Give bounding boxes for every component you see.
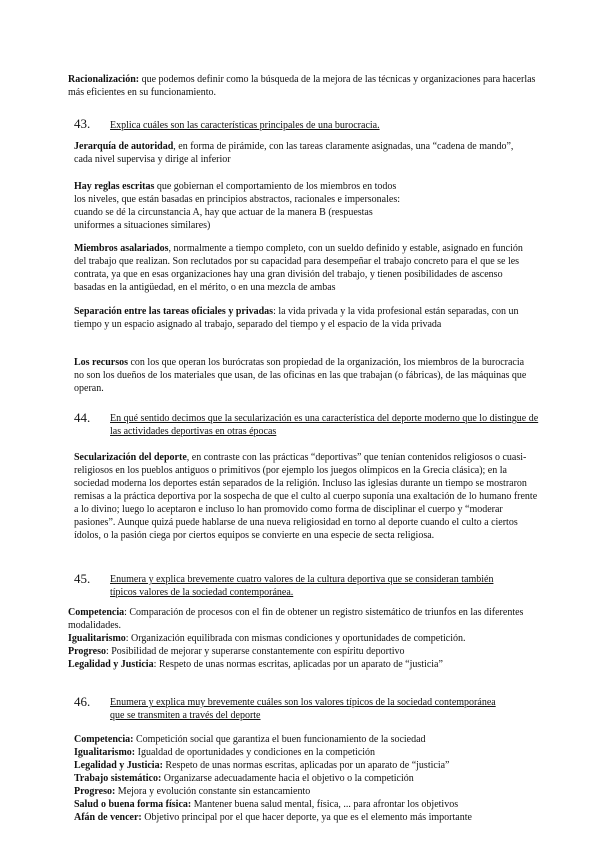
q46-item-6-term: Salud o buena forma física: (74, 799, 192, 810)
q46-item-3-term: Legalidad y Justicia: (74, 760, 163, 771)
q46-item-1-text: Competición social que garantiza el buen funcionamiento de la sociedad (133, 734, 426, 745)
question-45-number: 45. (74, 571, 91, 586)
q45-item-4 (68, 658, 540, 671)
q46-item-7-text: Objetivo principal por el que hacer deporte, ya que es el elemento más importante (141, 812, 472, 823)
q46-answers (74, 733, 540, 824)
q45-answers (68, 606, 540, 671)
q46-item-1 (74, 733, 540, 746)
q46-item-7-term: Afán de vencer: (74, 812, 142, 823)
q46-item-1-term: Competencia: (74, 734, 134, 745)
intro-text: que podemos definir como la búsqueda de la mejora de las técnicas y organizaciones para hacerlas más eficientes en su funcionamiento. (68, 74, 536, 98)
q43-item-2 (74, 180, 404, 232)
question-43-title: Explica cuáles son las características principales de una burocracia. (110, 120, 380, 131)
q46-item-7 (74, 811, 540, 824)
q45-item-1 (68, 606, 540, 632)
q45-item-3-term: Progreso (68, 646, 106, 657)
q44-answer (74, 451, 538, 542)
question-44-title: En qué sentido decimos que la secularización es una característica del deporte moderno que lo distingue de las actividades deportivas en otras épocas (110, 413, 539, 437)
q43-item-4-term: Separación entre las tareas oficiales y privadas (74, 306, 274, 317)
q46-item-2-text: Igualdad de oportunidades y condiciones en la competición (135, 747, 376, 758)
q43-item-2-text: que gobiernan el comportamiento de los miembros en todos los niveles, que están basadas en principios abstractos, racionales e impersonales: cuando se dé la circunstancia A, hay que actuar de la manera B (respuestas uniformes a situaciones similares) (74, 181, 401, 231)
q45-item-3 (68, 645, 540, 658)
question-46-title: Enumera y explica muy brevemente cuáles son los valores típicos de la sociedad contemporánea que se transmiten a través del deporte (110, 697, 496, 721)
q44-text: , en contraste con las prácticas “deportivas” que tenían contenidos religiosos o cuasi-religiosos en los pueblos antiguos o primitivos (por ejemplo los juegos olímpicos en la Grecia clásica); en la sociedad moderna los deportes están separados de la religión. Incluso las iglesias durante un tiempo se mostraron remisas a la práctica deportiva por la sospecha de que el culto al cuerpo suponía una exaltación de lo humano frente a lo divino; luego lo aceptaron e incluso lo han promovido como forma de disciplinar el cuerpo y “moderar pasiones”. Aunque quizá puede hablarse de una nueva religiosidad en torno al deporte cuando el culto a ciertos ídolos, o la pasión ciega por ciertos equipos se convierte en una especie de secta religiosa. (74, 452, 538, 541)
q43-item-1-term: Jerarquía de autoridad (74, 141, 174, 152)
question-45-title: Enumera y explica brevemente cuatro valores de la cultura deportiva que se consideran también típicos valores de la sociedad contemporánea. (110, 574, 494, 598)
q46-item-3-text: Respeto de unas normas escritas, aplicadas por un aparato de “justicia” (162, 760, 450, 771)
q43-item-1-text: , en forma de pirámide, con las tareas claramente asignadas, una “cadena de mando”, cada nivel supervisa y dirige al inferior (74, 141, 514, 165)
q45-item-2-text: : Organización equilibrada con mismas condiciones y oportunidades de competición. (125, 633, 466, 644)
q45-item-2 (68, 632, 540, 645)
q43-item-3 (74, 242, 534, 294)
q45-item-1-term: Competencia (68, 607, 125, 618)
q45-item-2-term: Igualitarismo (68, 633, 126, 644)
q46-item-2 (74, 746, 540, 759)
q45-item-4-term: Legalidad y Justicia (68, 659, 154, 670)
q45-item-1-text: : Comparación de procesos con el fin de obtener un registro sistemático de triunfos en las diferentes modalidades. (68, 607, 524, 631)
q46-item-5-text: Mejora y evolución constante sin estancamiento (115, 786, 311, 797)
q43-item-2-term: Hay reglas escritas (74, 181, 155, 192)
intro-term: Racionalización: (68, 74, 140, 85)
intro-paragraph (68, 73, 538, 99)
q43-item-5-text: con los que operan los burócratas son propiedad de la organización, los miembros de la burocracia no son los dueños de los materiales que usan, de las oficinas en las que trabajan (o fábricas), de las máquinas que operan. (74, 357, 527, 394)
q46-item-5 (74, 785, 540, 798)
q46-item-4-text: Organizarse adecuadamente hacia el objetivo o la competición (161, 773, 414, 784)
q44-term: Secularización del deporte (74, 452, 187, 463)
q46-item-2-term: Igualitarismo: (74, 747, 136, 758)
question-46-number: 46. (74, 694, 91, 709)
q43-item-5 (74, 356, 536, 395)
q43-item-4-text: : la vida privada y la vida profesional están separadas, con un tiempo y un espacio asignado al trabajo, separado del tiempo y el espacio de la vida privada (74, 306, 519, 330)
q46-item-3 (74, 759, 540, 772)
q43-item-3-term: Miembros asalariados (74, 243, 169, 254)
question-44-number: 44. (74, 410, 91, 425)
q45-item-3-text: : Posibilidad de mejorar y superarse constantemente con espíritu deportivo (105, 646, 405, 657)
q45-item-4-text: : Respeto de unas normas escritas, aplicadas por un aparato de “justicia” (153, 659, 443, 670)
q43-item-5-term: Los recursos (74, 357, 128, 368)
q46-item-5-term: Progreso: (74, 786, 116, 797)
question-43-number: 43. (74, 116, 91, 131)
q46-item-6 (74, 798, 540, 811)
q43-item-1 (74, 140, 534, 166)
q46-item-6-text: Mantener buena salud mental, física, ... para afrontar los objetivos (191, 799, 459, 810)
q46-item-4-term: Trabajo sistemático: (74, 773, 162, 784)
q43-item-4 (74, 305, 534, 331)
q43-item-3-text: , normalmente a tiempo completo, con un sueldo definido y estable, asignado en función del trabajo que realizan. Son reclutados por su capacidad para desempeñar el trabajo concreto para el que se les contrata, ya que en esas organizaciones hay una gran división del trabajo, y tienen posibilidades de ascenso basadas en la antigüedad, en el mérito, o en una mezcla de ambas (74, 243, 523, 293)
q46-item-4 (74, 772, 540, 785)
